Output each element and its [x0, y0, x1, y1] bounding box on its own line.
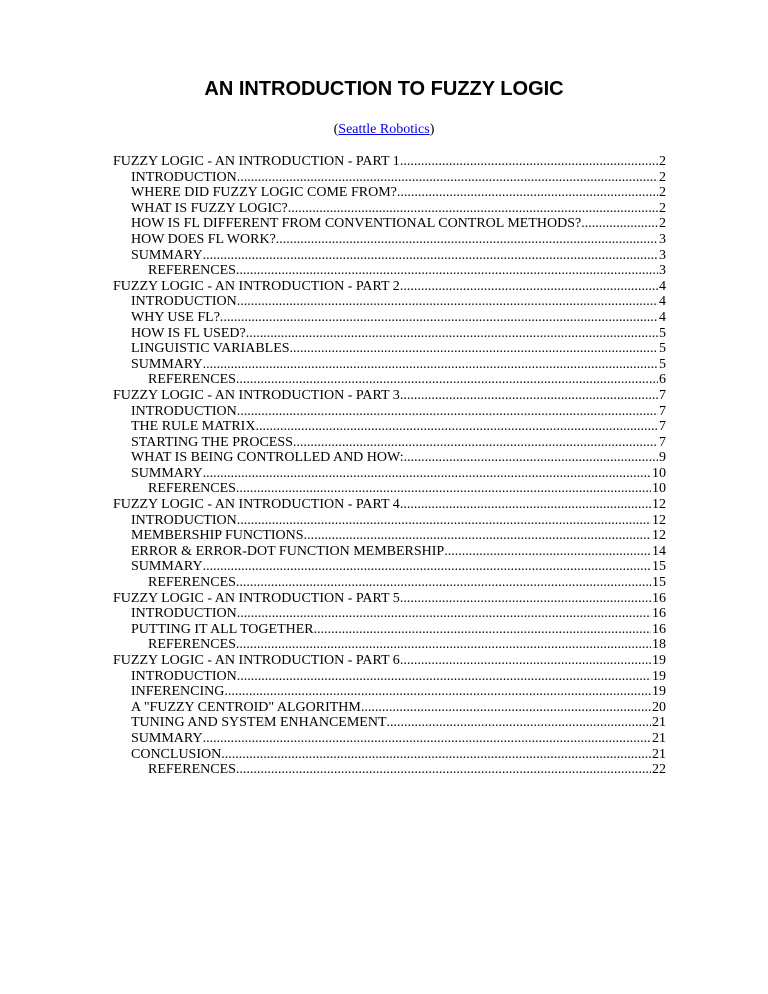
- toc-entry-page-number: 16: [652, 606, 666, 622]
- toc-entry-page-number: 19: [652, 684, 666, 700]
- toc-dot-leader: [203, 248, 658, 264]
- toc-dot-leader: [203, 559, 651, 575]
- toc-entry[interactable]: [113, 170, 666, 186]
- toc-entry-label: FUZZY LOGIC - AN INTRODUCTION - PART 2: [113, 278, 400, 294]
- toc-entry[interactable]: [113, 700, 666, 716]
- toc-entry[interactable]: [113, 294, 666, 310]
- toc-entry-page-number: 9: [659, 450, 666, 466]
- toc-entry-page-number: 2: [659, 185, 666, 201]
- toc-entry-page-number: 21: [652, 730, 666, 746]
- toc-dot-leader: [237, 404, 658, 420]
- toc-dot-leader: [237, 606, 651, 622]
- toc-dot-leader: [400, 154, 658, 170]
- toc-dot-leader: [236, 481, 651, 497]
- toc-entry-page-number: 4: [659, 278, 666, 294]
- toc-entry-label: REFERENCES: [148, 481, 236, 497]
- toc-entry-page-number: 19: [652, 653, 666, 668]
- toc-entry-label: FUZZY LOGIC - AN INTRODUCTION - PART 6: [113, 653, 400, 668]
- toc-entry-page-number: 2: [659, 216, 666, 232]
- toc-entry-label: INTRODUCTION: [131, 668, 237, 684]
- source-close-paren: ): [429, 122, 435, 137]
- toc-entry-label: INTRODUCTION: [131, 606, 237, 622]
- toc-dot-leader: [288, 201, 658, 217]
- toc-entry-label: WHERE DID FUZZY LOGIC COME FROM?: [131, 185, 397, 201]
- toc-entry-page-number: 14: [652, 543, 666, 559]
- toc-dot-leader: [276, 232, 658, 248]
- toc-dot-leader: [236, 762, 651, 778]
- toc-dot-leader: [237, 294, 658, 310]
- toc-entry-page-number: 2: [659, 200, 666, 216]
- toc-entry[interactable]: [113, 372, 666, 388]
- toc-entry-label: INTRODUCTION: [131, 512, 237, 528]
- toc-entry-page-number: 7: [659, 419, 666, 435]
- toc-entry-label: STARTING THE PROCESS: [131, 434, 293, 450]
- toc-dot-leader: [236, 575, 651, 591]
- toc-entry-label: SUMMARY: [131, 356, 203, 372]
- toc-entry-label: SUMMARY: [131, 247, 203, 263]
- toc-dot-leader: [290, 341, 658, 357]
- toc-entry[interactable]: [113, 326, 666, 342]
- toc-dot-leader: [236, 637, 651, 653]
- toc-entry[interactable]: [113, 653, 666, 669]
- toc-entry[interactable]: [113, 310, 666, 326]
- toc-entry-label: FUZZY LOGIC - AN INTRODUCTION - PART 4: [113, 497, 400, 513]
- toc-dot-leader: [397, 185, 658, 201]
- toc-entry[interactable]: [113, 575, 666, 591]
- toc-dot-leader: [444, 544, 651, 560]
- toc-dot-leader: [314, 622, 651, 638]
- toc-dot-leader: [203, 731, 651, 747]
- toc-entry[interactable]: [113, 341, 666, 357]
- toc-entry[interactable]: [113, 715, 666, 731]
- toc-entry-label: PUTTING IT ALL TOGETHER: [131, 621, 314, 637]
- toc-entry-page-number: 12: [652, 497, 666, 513]
- toc-entry-page-number: 2: [659, 154, 666, 169]
- toc-entry-page-number: 21: [652, 746, 666, 762]
- toc-entry[interactable]: [113, 216, 666, 232]
- toc-entry[interactable]: [113, 637, 666, 653]
- toc-entry-page-number: 19: [652, 668, 666, 684]
- toc-entry-label: INTRODUCTION: [131, 403, 237, 419]
- toc-entry-page-number: 3: [659, 263, 666, 279]
- toc-entry-page-number: 12: [652, 528, 666, 544]
- toc-entry-label: SUMMARY: [131, 730, 203, 746]
- toc-entry-label: WHAT IS BEING CONTROLLED AND HOW:: [131, 450, 404, 466]
- toc-entry-label: REFERENCES: [148, 637, 236, 653]
- toc-entry[interactable]: [113, 466, 666, 482]
- toc-entry-page-number: 2: [659, 169, 666, 185]
- toc-entry[interactable]: [113, 669, 666, 685]
- toc-entry[interactable]: [113, 622, 666, 638]
- toc-entry-page-number: 7: [659, 403, 666, 419]
- toc-entry-page-number: 3: [659, 247, 666, 263]
- toc-entry-label: SUMMARY: [131, 559, 203, 575]
- toc-dot-leader: [236, 263, 658, 279]
- toc-entry-label: SUMMARY: [131, 465, 203, 481]
- toc-entry-label: HOW DOES FL WORK?: [131, 231, 276, 247]
- toc-entry-label: THE RULE MATRIX: [131, 419, 256, 435]
- toc-dot-leader: [400, 497, 651, 513]
- toc-entry-label: TUNING AND SYSTEM ENHANCEMENT: [131, 715, 387, 731]
- toc-dot-leader: [361, 700, 651, 716]
- source-line: [0, 122, 768, 138]
- toc-entry-label: REFERENCES: [148, 762, 236, 778]
- toc-entry-page-number: 18: [652, 637, 666, 653]
- toc-dot-leader: [237, 170, 658, 186]
- toc-entry[interactable]: [113, 559, 666, 575]
- toc-dot-leader: [581, 216, 658, 232]
- toc-entry[interactable]: [113, 232, 666, 248]
- toc-entry[interactable]: [113, 513, 666, 529]
- toc-entry-label: REFERENCES: [148, 263, 236, 279]
- toc-dot-leader: [224, 684, 651, 700]
- toc-entry[interactable]: [113, 544, 666, 560]
- toc-entry-page-number: 16: [652, 621, 666, 637]
- toc-entry-page-number: 10: [652, 465, 666, 481]
- toc-entry-label: A "FUZZY CENTROID" ALGORITHM: [131, 699, 361, 715]
- toc-entry-label: HOW IS FL USED?: [131, 325, 246, 341]
- toc-dot-leader: [221, 747, 651, 763]
- document-title: AN INTRODUCTION TO FUZZY LOGIC: [204, 78, 564, 100]
- toc-entry-label: WHY USE FL?: [131, 309, 220, 325]
- toc-entry[interactable]: [113, 201, 666, 217]
- toc-entry-label: WHAT IS FUZZY LOGIC?: [131, 200, 288, 216]
- toc-dot-leader: [400, 388, 658, 404]
- toc-entry[interactable]: [113, 684, 666, 700]
- toc-entry-label: FUZZY LOGIC - AN INTRODUCTION - PART 5: [113, 590, 400, 606]
- table-of-contents: [113, 154, 666, 778]
- toc-entry-label: CONCLUSION: [131, 746, 222, 762]
- toc-entry-label: INFERENCING: [131, 684, 225, 700]
- toc-dot-leader: [203, 466, 651, 482]
- toc-entry-page-number: 15: [652, 575, 666, 591]
- source-open-paren: (: [333, 122, 339, 137]
- toc-entry-page-number: 7: [659, 387, 666, 403]
- toc-entry-label: HOW IS FL DIFFERENT FROM CONVENTIONAL CONTROL METHODS?: [131, 216, 582, 232]
- toc-dot-leader: [255, 419, 658, 435]
- toc-dot-leader: [237, 513, 651, 529]
- toc-entry[interactable]: [113, 279, 666, 295]
- toc-entry-label: INTRODUCTION: [131, 294, 237, 310]
- toc-entry-label: MEMBERSHIP FUNCTIONS: [131, 528, 304, 544]
- toc-entry-page-number: 4: [659, 294, 666, 310]
- toc-entry[interactable]: [113, 591, 666, 607]
- toc-entry-label: REFERENCES: [148, 372, 236, 388]
- toc-dot-leader: [220, 310, 658, 326]
- toc-entry[interactable]: [113, 154, 666, 170]
- toc-entry-page-number: 21: [652, 715, 666, 731]
- toc-dot-leader: [404, 450, 658, 466]
- toc-entry-page-number: 22: [652, 762, 666, 778]
- toc-entry-label: ERROR & ERROR-DOT FUNCTION MEMBERSHIP: [131, 543, 445, 559]
- toc-dot-leader: [237, 669, 651, 685]
- toc-entry-page-number: 20: [652, 699, 666, 715]
- toc-entry-page-number: 3: [659, 231, 666, 247]
- toc-entry[interactable]: [113, 528, 666, 544]
- toc-dot-leader: [400, 653, 651, 669]
- toc-entry[interactable]: [113, 481, 666, 497]
- toc-dot-leader: [400, 591, 651, 607]
- toc-entry[interactable]: [113, 450, 666, 466]
- toc-entry[interactable]: [113, 606, 666, 622]
- toc-entry[interactable]: [113, 388, 666, 404]
- toc-dot-leader: [304, 528, 651, 544]
- toc-dot-leader: [203, 357, 658, 373]
- toc-dot-leader: [246, 326, 658, 342]
- toc-entry[interactable]: [113, 747, 666, 763]
- toc-entry-page-number: 10: [652, 481, 666, 497]
- toc-entry[interactable]: [113, 357, 666, 373]
- toc-entry-label: REFERENCES: [148, 575, 236, 591]
- toc-entry[interactable]: [113, 731, 666, 747]
- toc-entry-page-number: 12: [652, 512, 666, 528]
- toc-entry[interactable]: [113, 419, 666, 435]
- toc-dot-leader: [236, 372, 658, 388]
- toc-entry-page-number: 5: [659, 356, 666, 372]
- toc-entry-label: FUZZY LOGIC - AN INTRODUCTION - PART 1: [113, 154, 400, 169]
- toc-entry-page-number: 5: [659, 341, 666, 357]
- toc-entry-page-number: 4: [659, 309, 666, 325]
- toc-entry-page-number: 7: [659, 434, 666, 450]
- toc-entry-page-number: 16: [652, 590, 666, 606]
- toc-entry-page-number: 5: [659, 325, 666, 341]
- toc-dot-leader: [387, 715, 652, 731]
- toc-dot-leader: [400, 279, 658, 295]
- toc-dot-leader: [293, 435, 658, 451]
- toc-entry[interactable]: [113, 185, 666, 201]
- toc-entry[interactable]: [113, 248, 666, 264]
- toc-entry-label: LINGUISTIC VARIABLES: [131, 341, 290, 357]
- toc-entry[interactable]: [113, 497, 666, 513]
- toc-entry-label: INTRODUCTION: [131, 169, 237, 185]
- toc-entry[interactable]: [113, 263, 666, 279]
- toc-entry[interactable]: [113, 404, 666, 420]
- source-link[interactable]: Seattle Robotics: [338, 122, 430, 137]
- toc-entry-page-number: 6: [659, 372, 666, 388]
- toc-entry-page-number: 15: [652, 559, 666, 575]
- toc-entry-label: FUZZY LOGIC - AN INTRODUCTION - PART 3: [113, 387, 400, 403]
- toc-entry[interactable]: [113, 762, 666, 778]
- toc-entry[interactable]: [113, 435, 666, 451]
